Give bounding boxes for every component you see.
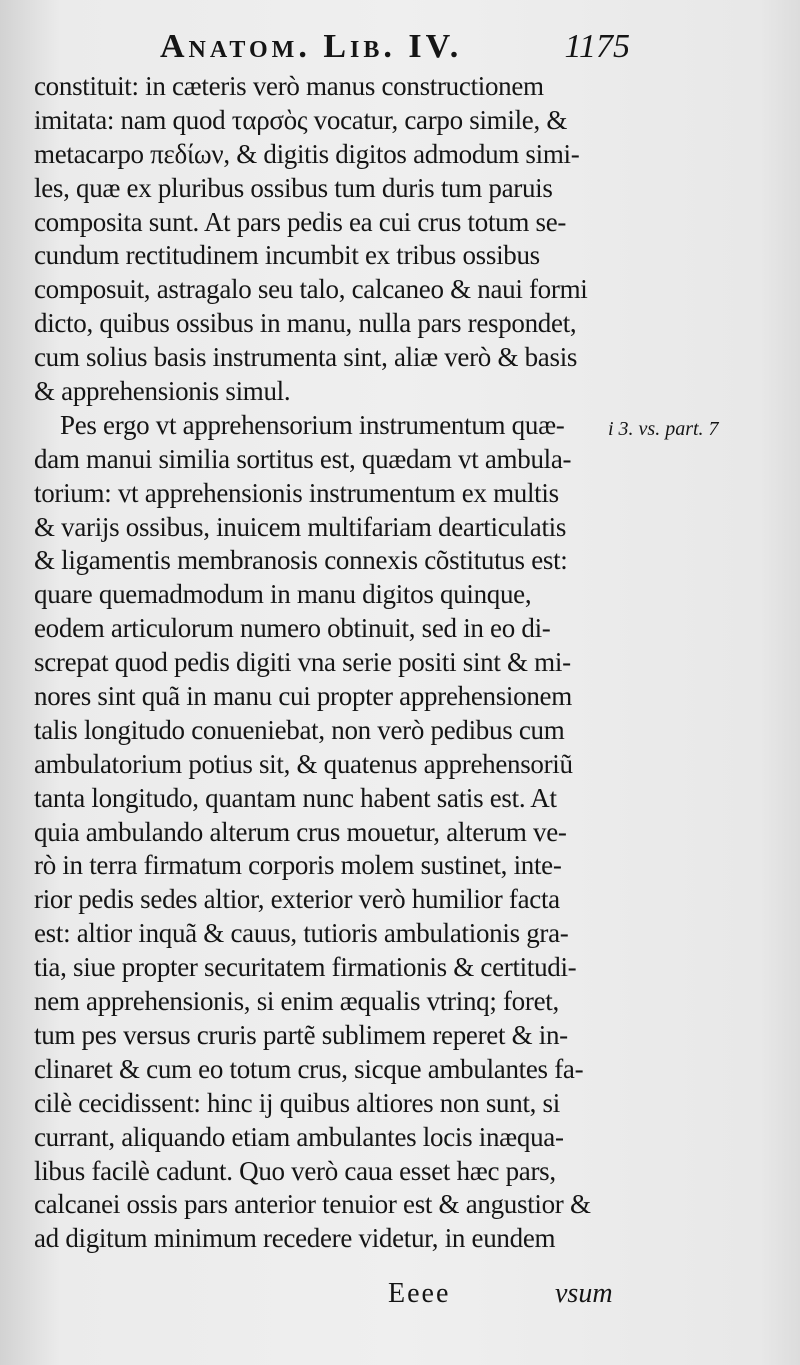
text-line: constituit: in cæteris verò manus constructionem: [34, 71, 544, 101]
text-line: talis longitudo conueniebat, non verò pedibus cum: [34, 714, 565, 745]
text-line: & ligamentis membranosis connexis cõstitutus est:: [34, 545, 568, 576]
text-line: eodem articulorum numero obtinuit, sed in eo di-: [34, 613, 551, 644]
text-line: clinaret & cum eo totum crus, sicque ambulantes fa-: [34, 1053, 584, 1084]
marginal-note: i 3. vs. part. 7: [608, 418, 719, 440]
text-line: composita sunt. At pars pedis ea cui crus totum se-: [34, 206, 567, 237]
text-line: tia, siue propter securitatem firmationis & certitudi-: [34, 952, 577, 983]
text-line: & apprehensionis simul.: [34, 376, 291, 407]
text-line: cundum rectitudinem incumbit ex tribus ossibus: [34, 240, 540, 271]
text-line: quare quemadmodum in manu digitos quinque,: [34, 579, 532, 610]
signature-mark: Eeee: [388, 1278, 451, 1309]
text-line: nem apprehensionis, si enim æqualis vtrinq; foret,: [34, 986, 559, 1017]
text-line: currant, aliquando etiam ambulantes locis inæqua-: [34, 1121, 564, 1152]
running-head: Anatom. Lib. IV.: [160, 28, 463, 65]
text-line: tanta longitudo, quantam nunc habent satis est. At: [34, 782, 557, 813]
text-line: cum solius basis instrumenta sint, aliæ verò & basis: [34, 342, 578, 373]
text-line: tum pes versus cruris partẽ sublimem reperet & in-: [34, 1019, 568, 1050]
text-line: torium: vt apprehensionis instrumentum ex multis: [34, 477, 559, 508]
text-line: rò in terra firmatum corporis molem sustinet, inte-: [34, 850, 562, 881]
paragraph-start-line: Pes ergo vt apprehensorium instrumentum quæ-: [60, 409, 565, 440]
text-line: quia ambulando alterum crus mouetur, alterum ve-: [34, 816, 567, 847]
text-line: imitata: nam quod ταρσὸς vocatur, carpo simile, &: [34, 104, 568, 135]
text-line: est: altior inquã & cauus, tutioris ambulationis gra-: [34, 918, 569, 949]
text-line: metacarpo πεδίων, & digitis digitos admodum simi-: [34, 138, 580, 169]
text-line: dicto, quibus ossibus in manu, nulla pars respondet,: [34, 308, 577, 339]
text-line: les, quæ ex pluribus ossibus tum duris tum paruis: [34, 172, 553, 203]
page-number: 1175: [564, 28, 630, 65]
text-line: cilè cecidissent: hinc ij quibus altiores non sunt, si: [34, 1087, 560, 1118]
text-line: ambulatorium potius sit, & quatenus apprehensoriũ: [34, 748, 573, 779]
text-line: & varijs ossibus, inuicem multifariam dearticulatis: [34, 511, 567, 542]
text-line: calcanei ossis pars anterior tenuior est & angustior &: [34, 1189, 591, 1220]
text-line: dam manui similia sortitus est, quædam vt ambula-: [34, 443, 572, 474]
catchword: vsum: [555, 1278, 613, 1309]
text-line: libus facilè cadunt. Quo verò caua esset hæc pars,: [34, 1155, 556, 1186]
text-line: screpat quod pedis digiti vna serie positi sint & mi-: [34, 647, 571, 678]
page-header: [160, 28, 630, 68]
text-line: rior pedis sedes altior, exterior verò humilior facta: [34, 884, 560, 915]
body-text: [34, 70, 614, 1256]
text-line: nores sint quã in manu cui propter apprehensionem: [34, 681, 572, 712]
text-line: composuit, astragalo seu talo, calcaneo & naui formi: [34, 274, 588, 305]
text-line: ad digitum minimum recedere videtur, in eundem: [34, 1223, 556, 1254]
